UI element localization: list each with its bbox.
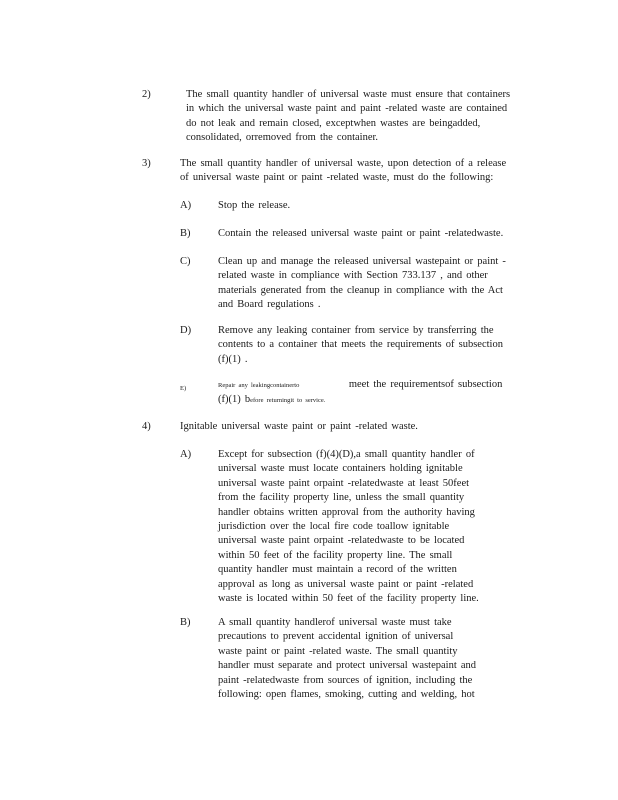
text-line: paint -relatedwaste from sources of ignition, including the [218, 674, 473, 686]
text-line: within 50 feet of the facility property line. The small [218, 549, 453, 561]
text-line: approval as long as universal waste paint or paint -related [218, 578, 474, 590]
text-line: materials generated from the cleanup in compliance with the Act [218, 284, 503, 296]
text-line: consolidated, orremoved from the container. [186, 132, 379, 144]
subitem-letter: C) [180, 256, 191, 267]
subitem-3a-text [218, 199, 528, 213]
text-line: The small quantity handler of universal waste, upon detection of a release [180, 158, 507, 169]
subitem-3d-text [218, 324, 530, 367]
text-line: Clean up and manage the released universal wastepaint or paint - [218, 256, 506, 267]
text-line: universal waste paint orpaint -relatedwaste at least 50feet [218, 477, 470, 489]
text-line: waste is located within 50 feet of the facility property line. [218, 593, 479, 605]
item-3-text [180, 157, 532, 186]
text-line: related waste in compliance with Section 733.137 , and other [218, 270, 488, 282]
item-number: 3) [142, 158, 151, 169]
text-line: handler must separate and protect universal wastepaint and [218, 660, 477, 672]
text-line: Except for subsection (f)(4)(D),a small quantity handler of [218, 449, 475, 460]
subitem-3e-text [218, 378, 538, 409]
text-segment: (f)(1) b [218, 394, 251, 406]
text-line: waste paint or paint -related waste. The small quantity [218, 645, 458, 657]
subitem-letter: A) [180, 449, 192, 460]
text-line: quantity handler must maintain a record of the written [218, 564, 457, 576]
text-line: from the facility property line, unless the small quantity [218, 492, 465, 504]
text-line: and Board regulations . [218, 299, 321, 311]
subitem-letter: B) [180, 617, 191, 628]
subitem-4b-text [218, 616, 508, 702]
item-4-text [180, 420, 480, 434]
subitem-3c-text [218, 255, 536, 313]
item-number: 4) [142, 421, 151, 432]
text-line: universal waste must locate containers holding ignitable [218, 463, 463, 475]
text-line: contents to a container that meets the requirements of subsection [218, 339, 503, 351]
subitem-4a-text [218, 448, 508, 606]
text-line: The small quantity handler of universal waste must ensure that containers [186, 89, 511, 100]
subitem-letter: D) [180, 325, 192, 336]
item-number: 2) [142, 89, 151, 100]
text-line: precautions to prevent accidental ignition of universal [218, 631, 454, 643]
text-line: jurisdiction over the local fire code toallow ignitable [218, 521, 450, 533]
text-line [218, 378, 538, 393]
text-segment: meet the requirementsof subsection [348, 379, 503, 390]
text-line: universal waste paint orpaint -relatedwaste to be located [218, 535, 465, 547]
subitem-3b-text [218, 227, 528, 241]
small-text: Repair any leakingcontainerto [218, 382, 300, 389]
text-line: in which the universal waste paint and paint -related waste are contained [186, 103, 508, 115]
small-text: efore returningit to service. [250, 397, 326, 405]
text-line: (f)(1) . [218, 353, 248, 365]
text-line: Stop the release. [218, 200, 291, 211]
text-line: A small quantity handlerof universal waste must take [218, 617, 452, 628]
subitem-letter: A) [180, 200, 192, 211]
text-line: following: open flames, smoking, cutting and welding, hot [218, 689, 475, 701]
text-line: of universal waste paint or paint -related waste, must do the following: [180, 172, 494, 184]
text-line: Ignitable universal waste paint or paint -related waste. [180, 421, 418, 432]
text-line: Remove any leaking container from service by transferring the [218, 325, 494, 336]
text-line: Contain the released universal waste paint or paint -relatedwaste. [218, 228, 504, 239]
subitem-letter: E) [180, 385, 187, 392]
subitem-letter: B) [180, 228, 191, 239]
item-2-text [186, 88, 532, 146]
text-line: do not leak and remain closed, exceptwhen wastes are beingadded, [186, 117, 481, 129]
text-line [218, 393, 538, 408]
text-line: handler obtains written approval from the authority having [218, 506, 475, 518]
